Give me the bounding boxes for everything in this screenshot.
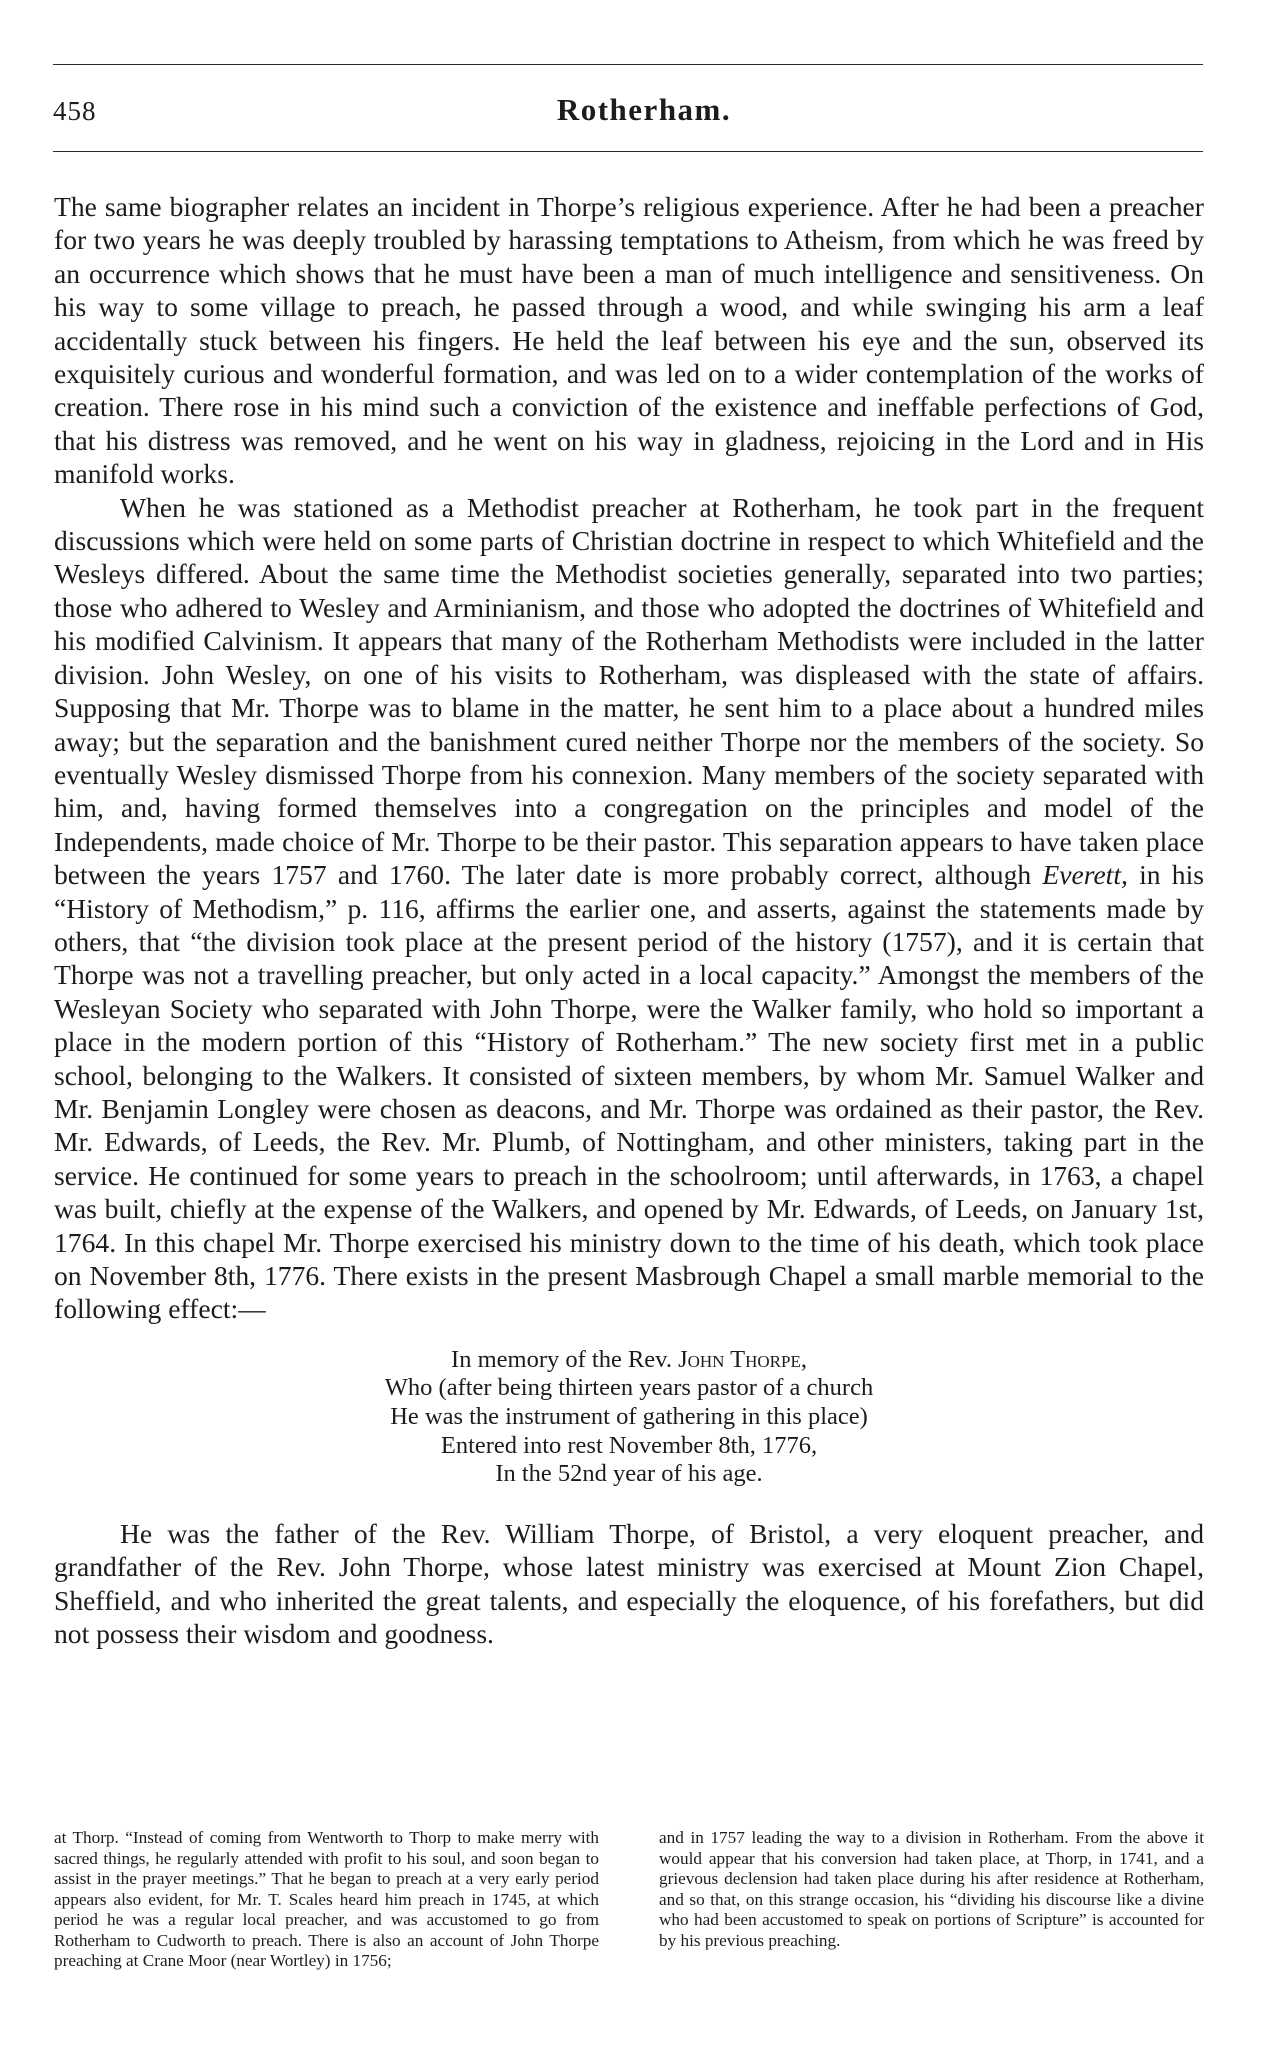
paragraph-2-part-b: in his “History of Methodism,” p. 116, affirms the earlier one, and asserts, against the statements made by others, that “the division took place at the present period of the history (1757), and it is certain that Thorpe was not a travelling preacher, but only acted in a local capacity.” Amongst the members of the Wesleyan Society who separated with John Thorpe, were the Walker family, who hold so important a place in the modern portion of this “History of Rotherham.” The new society first met in a public school, belonging to the Walkers. It consisted of sixteen members, by whom Mr. Samuel Walker and Mr. Benjamin Longley were chosen as deacons, and Mr. Thorpe was ordained as their pastor, the Rev. Mr. Edwards, of Leeds, the Rev. Mr. Plumb, of Nottingham, and other ministers, taking part in the service. He continued for some years to preach in the schoolroom; until afterwards, in 1763, a chapel was built, chiefly at the expense of the Walkers, and opened by Mr. Edwards, of Leeds, on January 1st, 1764. In this chapel Mr. Thorpe exercised his ministry down to the time of his death, which took place on November 8th, 1776. There exists in the present Masbrough Chapel a small marble memorial to the following effect:—	[54, 859, 1204, 1325]
inscription-line-3: He was the instrument of gathering in this place)	[390, 1403, 868, 1430]
paragraph-2	[54, 491, 1204, 1326]
inscription-name: John Thorpe,	[678, 1345, 807, 1373]
page-number: 458	[53, 96, 97, 126]
footnote-column-left	[54, 1828, 599, 1972]
paragraph-1: The same biographer relates an incident in Thorpe’s religious experience. After he had been a preacher for two years he was deeply troubled by harassing temptations to Atheism, from which he was freed by an occurrence which shows that he must have been a man of much intelligence and sensitiveness. On his way to some village to preach, he passed through a wood, and while swinging his arm a leaf accidentally stuck between his fingers. He held the leaf between his eye and the sun, observed its exquisitely curious and wonderful formation, and was led on to a wider contemplation of the works of creation. There rose in his mind such a conviction of the existence and ineffable perfections of God, that his distress was removed, and he went on his way in gladness, rejoicing in the Lord and in His manifold works.	[54, 191, 1204, 490]
memorial-inscription	[54, 1346, 1204, 1489]
paragraph-3: He was the father of the Rev. William Thorpe, of Bristol, a very eloquent preacher, and grandfather of the Rev. John Thorpe, whose latest ministry was exercised at Mount Zion Chapel, Sheffield, and who inherited the great talents, and especially the eloquence, of his forefathers, but did not possess their wisdom and goodness.	[54, 1517, 1204, 1649]
inscription-line-2: Who (after being thirteen years pastor of a church	[384, 1374, 874, 1402]
top-rule	[53, 64, 1203, 65]
footnote-left-text: at Thorp. “Instead of coming from Wentworth to Thorp to make merry with sacred things, he regularly attended with profit to his soul, and soon began to assist in the prayer meetings.” That he began to preach at a very early period appears also evident, for Mr. T. Scales heard him preach in 1745, at which period he was a regular local preacher, and was accustomed to go from Rotherham to Cudworth to preach. There is also an account of John Thorpe preaching at Crane Moor (near Wortley) in 1756;	[54, 1828, 599, 1970]
running-title: Rotherham.	[556, 92, 732, 127]
author-name-everett: Everett,	[1042, 859, 1128, 891]
footnote-column-right	[659, 1828, 1204, 1972]
footnotes	[54, 1828, 1204, 1972]
inscription-line-1-prefix: In memory of the Rev.	[451, 1345, 672, 1373]
inscription-line-1	[54, 1346, 1204, 1375]
header-rule	[53, 151, 1203, 152]
paragraph-2-part-a: When he was stationed as a Methodist preacher at Rotherham, he took part in the frequent discussions which were held on some parts of Christian doctrine in respect to which Whitefield and the Wesleys differed. About the same time the Methodist societies generally, separated into two parties; those who adhered to Wesley and Arminianism, and those who adopted the doctrines of Whitefield and his modified Calvinism. It appears that many of the Rotherham Methodists were included in the latter division. John Wesley, on one of his visits to Rotherham, was displeased with the state of affairs. Supposing that Mr. Thorpe was to blame in the matter, he sent him to a place about a hundred miles away; but the separation and the banishment cured neither Thorpe nor the members of the society. So eventually Wesley dismissed Thorpe from his connexion. Many members of the society separated with him, and, having formed themselves into a congregation on the principles and model of the Independents, made choice of Mr. Thorpe to be their pastor. This separation appears to have taken place between the years 1757 and 1760. The later date is more probably correct, although	[54, 491, 1204, 891]
footnote-right-text: and in 1757 leading the way to a division in Rotherham. From the above it would appear that his conversion had taken place, at Thorp, in 1741, and a grievous declension had taken place during his after residence at Rotherham, and so that, on this strange occasion, his “dividing his discourse like a divine who had been accustomed to speak on portions of Scripture” is accounted for by his previous preaching.	[659, 1828, 1204, 1950]
inscription-line-5: In the 52nd year of his age.	[495, 1460, 763, 1488]
inscription-line-4: Entered into rest November 8th, 1776,	[440, 1431, 818, 1459]
main-text	[54, 190, 1204, 1650]
